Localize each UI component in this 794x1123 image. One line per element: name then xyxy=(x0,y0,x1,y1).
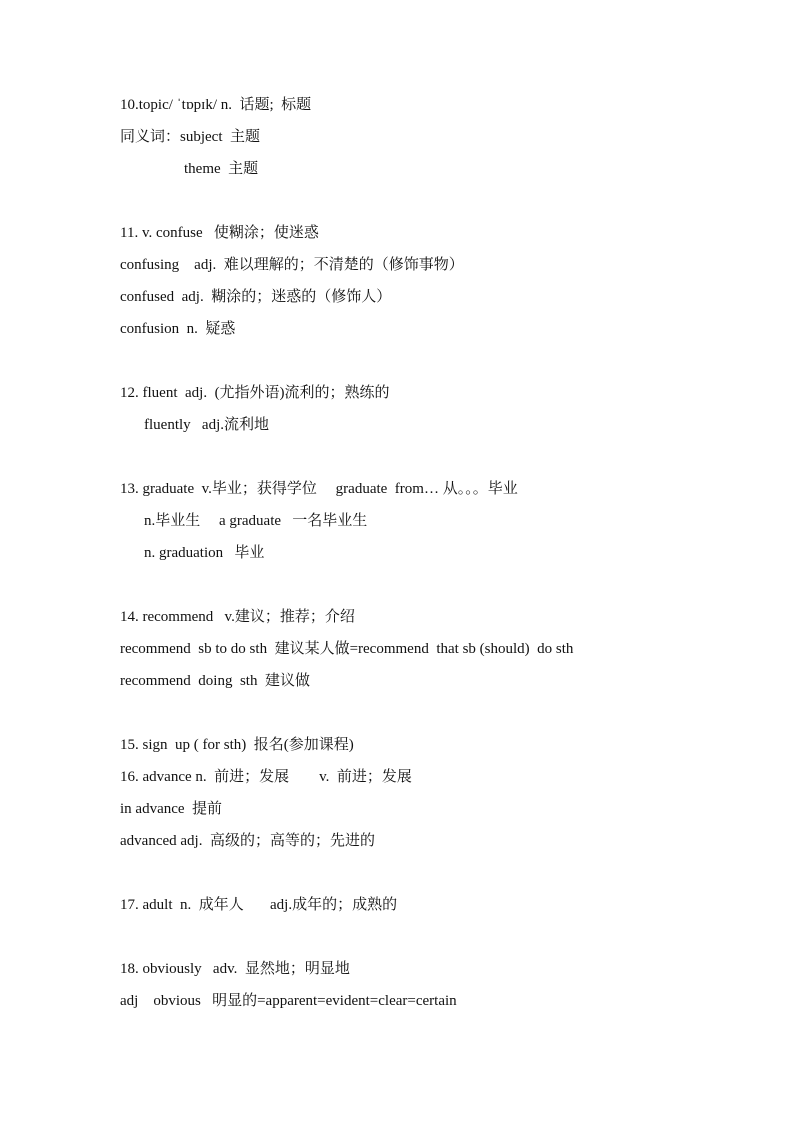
entry-10-topic: 10.topic/ ˈtɒpɪk/ n. 话题; 标题 xyxy=(120,97,312,113)
fluently-line: fluently adj.流利地 xyxy=(144,417,269,433)
graduation-line: n. graduation 毕业 xyxy=(144,545,265,561)
confusing-line: confusing adj. 难以理解的；不清楚的（修饰事物） xyxy=(120,257,464,273)
entry-17-adult: 17. adult n. 成年人 adj.成年的；成熟的 xyxy=(120,897,398,913)
recommend-doing-line: recommend doing sth 建议做 xyxy=(120,673,310,689)
synonym-subject: 同义词：subject 主题 xyxy=(120,129,260,145)
synonym-theme: theme 主题 xyxy=(184,161,259,177)
obvious-line: adj obvious 明显的=apparent=evident=clear=certain xyxy=(120,993,457,1009)
entry-15-sign-up: 15. sign up ( for sth) 报名(参加课程) xyxy=(120,737,354,753)
entry-16-advance: 16. advance n. 前进；发展 v. 前进；发展 xyxy=(120,769,412,785)
entry-11-confuse: 11. v. confuse 使糊涂；使迷惑 xyxy=(120,225,319,241)
confused-line: confused adj. 糊涂的；迷惑的（修饰人） xyxy=(120,289,392,305)
entry-12-fluent: 12. fluent adj. (尤指外语)流利的；熟练的 xyxy=(120,385,390,401)
recommend-sb-line: recommend sb to do sth 建议某人做=recommend that sb (should) do sth xyxy=(120,641,574,657)
in-advance-line: in advance 提前 xyxy=(120,801,223,817)
advanced-line: advanced adj. 高级的；高等的；先进的 xyxy=(120,833,375,849)
entry-14-recommend: 14. recommend v.建议；推荐；介绍 xyxy=(120,609,355,625)
entry-18-obviously: 18. obviously adv. 显然地；明显地 xyxy=(120,961,350,977)
confusion-line: confusion n. 疑惑 xyxy=(120,321,236,337)
entry-13-graduate: 13. graduate v.毕业；获得学位 graduate from… 从。。。毕业 xyxy=(120,481,518,497)
graduate-noun-line: n.毕业生 a graduate 一名毕业生 xyxy=(144,513,368,529)
